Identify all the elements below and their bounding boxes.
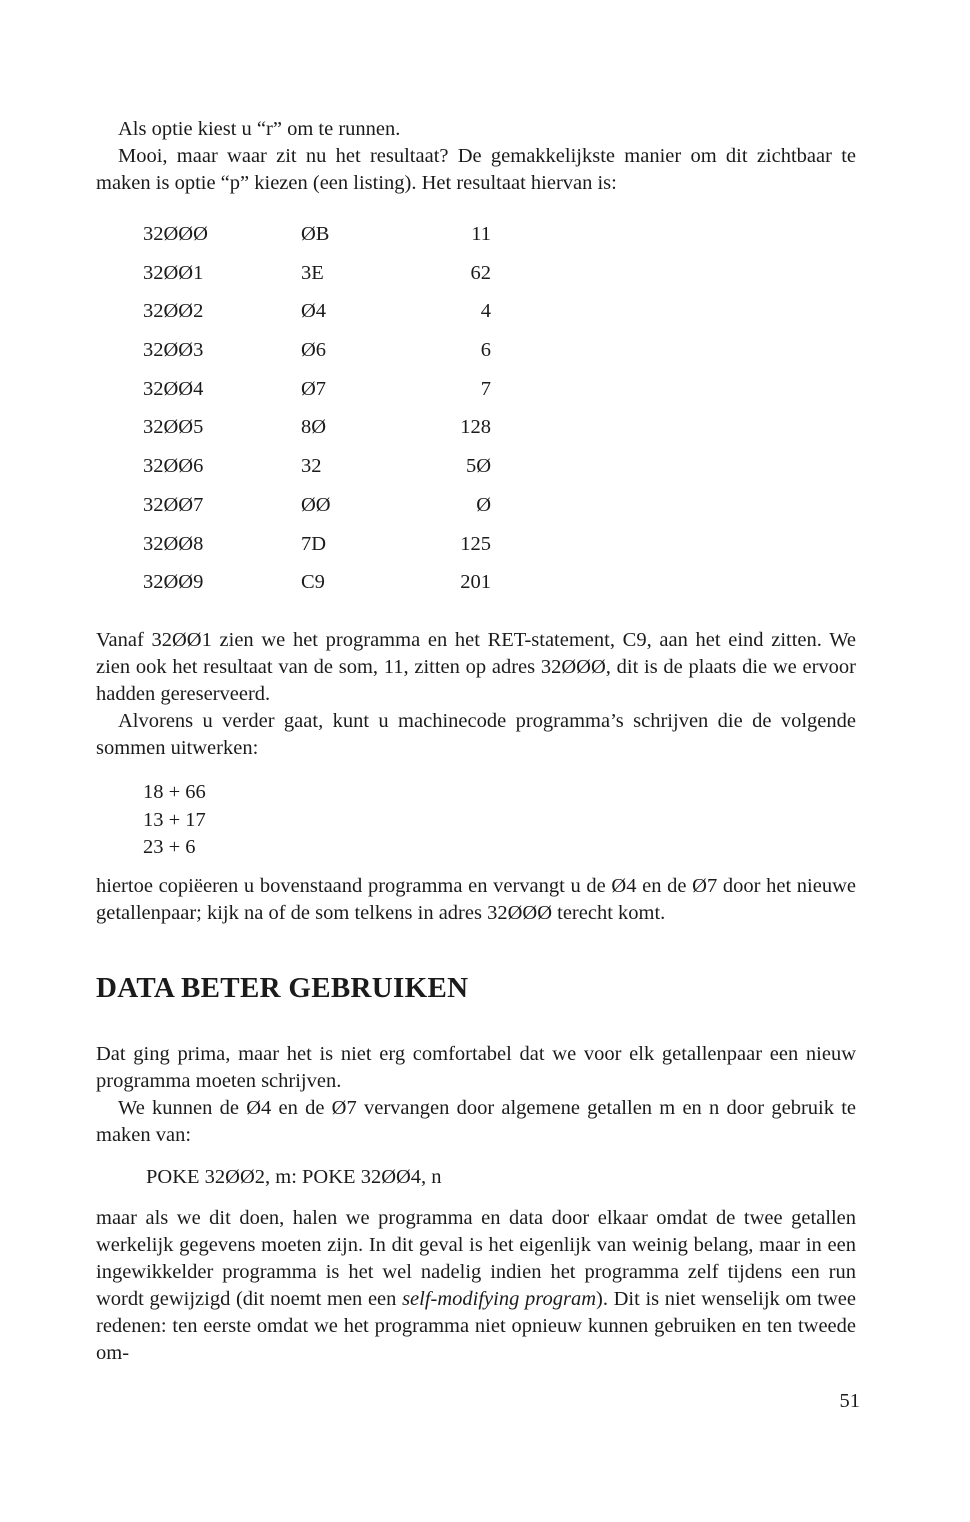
paragraph-maar-text-a: maar als we dit doen, halen we programma en data door elkaar omdat de twee getallen werkelijk gegevens moeten zijn. In dit geval is het eigenlijk van weinig belang, maar in een ingewikkelder programma is het wel nadelig indien het programma zelf tijdens een run wordt gewijzigd (dit noemt men een [96, 1207, 856, 1310]
listing-decimal-value: 201 [460, 571, 491, 594]
sum-item: 18 + 66 [143, 781, 206, 803]
listing-decimal-value: 128 [460, 416, 491, 439]
memory-listing [143, 219, 543, 606]
listing-row [143, 567, 543, 606]
paragraph-dat: Dat ging prima, maar het is niet erg comfortabel dat we voor elk getallenpaar een nieuw programma moeten schrijven. [96, 1043, 856, 1092]
listing-row [143, 374, 543, 413]
listing-decimal-value: 4 [480, 300, 491, 323]
intro-line-1: Als optie kiest u “r” om te runnen. [118, 118, 401, 140]
paragraph-we: We kunnen de Ø4 en de Ø7 vervangen door algemene getallen m en n door gebruik te maken van: [96, 1097, 856, 1146]
listing-address: 32ØØ1 [143, 261, 204, 284]
listing-address: 32ØØ8 [143, 532, 204, 555]
section-heading: DATA BETER GEBRUIKEN [96, 972, 469, 1004]
listing-address: 32ØØ6 [143, 455, 204, 478]
listing-hex-value: Ø7 [301, 377, 327, 400]
listing-row [143, 335, 543, 374]
listing-hex-value: Ø4 [301, 300, 327, 323]
listing-address: 32ØØ7 [143, 493, 204, 516]
listing-address: 32ØØ2 [143, 300, 204, 323]
page-number: 51 [839, 1390, 860, 1412]
listing-address: 32ØØ4 [143, 377, 204, 400]
listing-hex-value: ØB [301, 223, 330, 245]
listing-address: 32ØØØ [143, 223, 208, 245]
listing-row [143, 529, 543, 568]
listing-decimal-value: 125 [460, 532, 491, 555]
listing-hex-value: C9 [301, 571, 325, 594]
listing-address: 32ØØ5 [143, 416, 204, 439]
listing-decimal-value: Ø [476, 493, 491, 516]
paragraph-vanaf: Vanaf 32ØØ1 zien we het programma en het RET-statement, C9, aan het eind zitten. We zien ook het resultaat van de som, 11, zitten op adres 32ØØØ, dit is de plaats die we ervoor hadden gereserveerd. [96, 629, 856, 705]
paragraph-alvorens: Alvorens u verder gaat, kunt u machinecode programma’s schrijven die de volgende sommen uitwerken: [96, 710, 856, 759]
listing-address: 32ØØ9 [143, 571, 204, 594]
paragraph-maar [96, 1205, 856, 1367]
listing-decimal-value: 6 [480, 339, 491, 362]
paragraph-maar-text-b: ). Dit is niet wenselijk om twee redenen: ten eerste omdat we het programma niet opnieuw kunnen gebruiken en ten tweede om- [96, 1288, 856, 1364]
listing-row [143, 219, 543, 258]
listing-row [143, 490, 543, 529]
paragraph-hiertoe: hiertoe copiëeren u bovenstaand programma en vervangt u de Ø4 en de Ø7 door het nieuwe getallenpaar; kijk na of de som telkens in adres 32ØØØ terecht komt. [96, 875, 856, 924]
listing-decimal-value: 62 [470, 261, 491, 284]
sums-list [143, 779, 206, 862]
listing-hex-value: 8Ø [301, 416, 327, 439]
listing-hex-value: 7D [301, 532, 327, 555]
listing-address: 32ØØ3 [143, 339, 204, 362]
sum-item: 23 + 6 [143, 836, 196, 858]
listing-decimal-value: 7 [480, 377, 491, 400]
listing-hex-value: Ø6 [301, 339, 327, 362]
listing-row [143, 258, 543, 297]
listing-decimal-value: 11 [471, 223, 491, 245]
paragraph-maar-emphasis: self-modifying program [402, 1288, 597, 1310]
listing-row [143, 451, 543, 490]
listing-hex-value: 32 [301, 455, 322, 478]
sum-item: 13 + 17 [143, 808, 206, 831]
listing-decimal-value: 5Ø [465, 455, 491, 478]
intro-paragraph: Mooi, maar waar zit nu het resultaat? De gemakkelijkste manier om dit zichtbaar te maken is optie “p” kiezen (een listing). Het resultaat hiervan is: [96, 145, 856, 194]
listing-hex-value: 3E [301, 261, 324, 284]
poke-statement: POKE 32ØØ2, m: POKE 32ØØ4, n [146, 1166, 442, 1188]
listing-row [143, 296, 543, 335]
listing-row [143, 412, 543, 451]
listing-hex-value: ØØ [301, 493, 331, 516]
